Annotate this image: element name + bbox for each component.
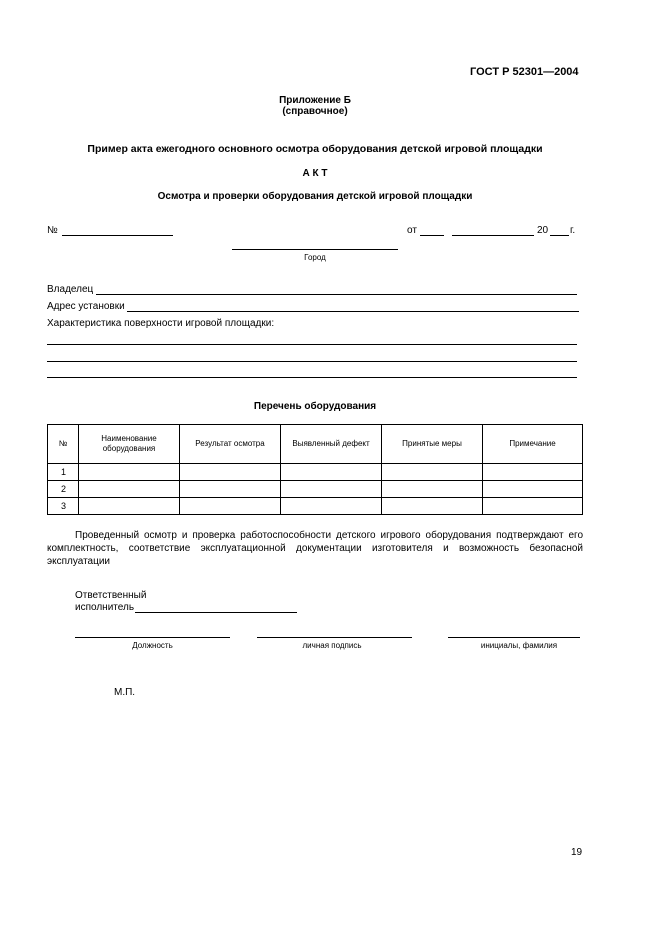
table-cell[interactable] — [180, 498, 281, 515]
surface-label: Характеристика поверхности игровой площадки: — [47, 318, 275, 329]
surface-line-2[interactable] — [47, 361, 577, 362]
equipment-title: Перечень оборудования — [253, 401, 377, 412]
surface-line-1[interactable] — [47, 344, 577, 345]
table-cell[interactable] — [281, 464, 382, 481]
signature-field[interactable] — [257, 637, 412, 638]
standard-number: ГОСТ Р 52301—2004 — [470, 66, 579, 78]
year-label: 20 — [537, 225, 549, 236]
table-cell[interactable] — [281, 481, 382, 498]
col-defect: Выявленный дефект — [281, 425, 382, 464]
signature-caption: личная подпись — [302, 641, 362, 650]
table-cell[interactable] — [79, 464, 180, 481]
position-field[interactable] — [75, 637, 230, 638]
month-field[interactable] — [452, 235, 534, 236]
owner-field[interactable] — [96, 294, 577, 295]
col-measures: Принятые меры — [382, 425, 483, 464]
name-field[interactable] — [448, 637, 580, 638]
table-cell[interactable] — [382, 481, 483, 498]
appendix-subtitle: (справочное) — [282, 106, 348, 117]
col-note: Примечание — [483, 425, 583, 464]
year-suffix: г. — [570, 225, 576, 236]
responsible-label: Ответственный — [75, 590, 147, 601]
owner-label: Владелец — [47, 284, 94, 295]
position-caption: Должность — [132, 641, 173, 650]
table-cell[interactable] — [79, 498, 180, 515]
table-cell[interactable] — [483, 464, 583, 481]
row-number: 1 — [48, 464, 79, 481]
table-cell[interactable] — [180, 464, 281, 481]
table-cell[interactable] — [382, 464, 483, 481]
day-field[interactable] — [420, 235, 444, 236]
address-label: Адрес установки — [47, 301, 125, 312]
col-result: Результат осмотра — [180, 425, 281, 464]
table-cell[interactable] — [281, 498, 382, 515]
equipment-table — [47, 424, 583, 515]
act-title: А К Т — [302, 168, 328, 179]
city-field[interactable] — [232, 249, 398, 250]
date-from-label: от — [407, 225, 417, 236]
conclusion-text: Проведенный осмотр и проверка работоспособности детского игрового оборудования подтверждают его комплектность, соответствие эксплуатационной документации изготовителя и возможность безопасной эксплуатации — [47, 530, 583, 567]
row-number: 3 — [48, 498, 79, 515]
page-number: 19 — [571, 847, 583, 858]
executor-label: исполнитель — [75, 602, 135, 613]
table-cell[interactable] — [79, 481, 180, 498]
name-caption: инициалы, фамилия — [480, 641, 558, 650]
table-header-row — [48, 425, 583, 464]
table-row — [48, 464, 583, 481]
address-field[interactable] — [127, 311, 579, 312]
table-cell[interactable] — [180, 481, 281, 498]
col-name: Наименование оборудования — [79, 425, 180, 464]
number-field[interactable] — [62, 235, 173, 236]
table-cell[interactable] — [483, 481, 583, 498]
table-row — [48, 481, 583, 498]
appendix-title: Приложение Б — [279, 95, 351, 106]
row-number: 2 — [48, 481, 79, 498]
stamp-label: М.П. — [114, 687, 136, 698]
main-title: Пример акта ежегодного основного осмотра оборудования детской игровой площадки — [87, 143, 543, 155]
table-row — [48, 498, 583, 515]
executor-field[interactable] — [135, 612, 297, 613]
table-cell[interactable] — [483, 498, 583, 515]
city-caption: Город — [304, 253, 326, 262]
surface-line-3[interactable] — [47, 377, 577, 378]
number-label: № — [47, 225, 58, 236]
year-field[interactable] — [550, 235, 569, 236]
act-subtitle: Осмотра и проверки оборудования детской игровой площадки — [157, 191, 473, 202]
col-number: № — [48, 425, 79, 464]
table-cell[interactable] — [382, 498, 483, 515]
